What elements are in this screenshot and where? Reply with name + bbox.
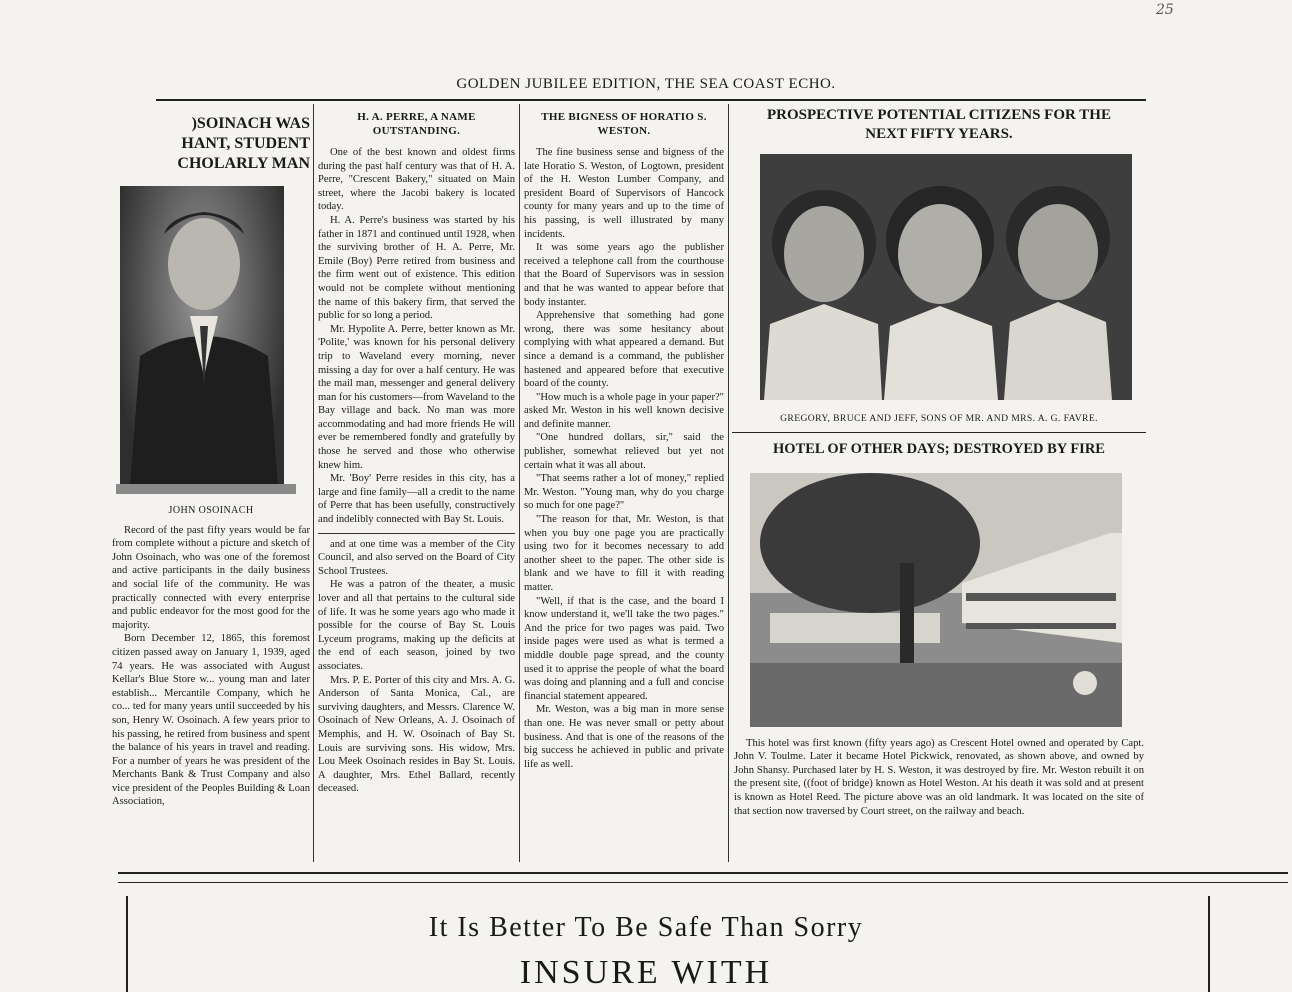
column-perre [318, 110, 515, 860]
ad-slogan: It Is Better To Be Safe Than Sorry [428, 912, 864, 943]
ad-insure-line: INSURE WITH [519, 954, 773, 991]
perre-headline: H. A. PERRE, A NAME OUTSTANDING. [357, 111, 476, 137]
masthead: GOLDEN JUBILEE EDITION, THE SEA COAST ECHO. [456, 76, 836, 92]
continued-paragraph: He was a patron of the theater, a music lover and all that pertains to the cultural side of life. It was he some years ago who made it possible for the course of Bay St. Louis Lyceum programs, making up the deficits at the end of each season, joined by two associates. [318, 579, 515, 672]
article-paragraph: Born December 12, 1865, this foremost citizen passed away on January 1, 1939, aged 74 years. He was associated with August Kellar's Blue Store w... young man and later establish... Mercantile Company, which he co... ted for many years until succeeded by his son, Henry W. Osoinach. A few years prior to his passing, he retired from business and spent the balance of his years in travel and reading. For a number of years he was president of the Merchants Bank & Trust Company and also vice president of the Peoples Building & Loan Association, [112, 633, 310, 808]
article-paragraph: "One hundred dollars, sir," said the publisher, somewhat relieved but yet not certain what it was all about. [524, 432, 724, 471]
page-number: 25 [1156, 2, 1174, 18]
article-paragraph: "The reason for that, Mr. Weston, is that when you buy one page you are practically using two for it becomes necessary to add another sheet to the paper. The other side is blank and we have to fill it with reading matter. [524, 514, 724, 593]
continued-paragraph: Mrs. P. E. Porter of this city and Mrs. A. G. Anderson of Santa Monica, Cal., are surviving daughters, and Messrs. Clarence W. Osoinach of New Orleans, A. J. Osoinach of Memphis, and H. W. Osoinach of Bay St. Louis are surviving sons. His widow, Mrs. Lou Meek Osoinach resides in Bay St. Louis. A daughter, Mrs. Ethel Ballard, recently deceased. [318, 674, 515, 795]
john-osoinach-portrait [120, 186, 284, 486]
bottom-rule [118, 872, 1288, 874]
hotel-photo [750, 473, 1122, 727]
citizens-headline: PROSPECTIVE POTENTIAL CITIZENS FOR THE NEXT FIFTY YEARS. [767, 107, 1111, 142]
bottom-rule [118, 882, 1288, 883]
column-photos [734, 104, 1144, 860]
portrait-figure [120, 186, 284, 486]
article-paragraph: "Well, if that is the case, and the board I know understand it, we'll take the two pages." And the price for two pages was paid. Two inside pages were used as what is termed a middle double page spread, and the county used it to apprise the people of what the board was doing and planning and a full and concise financial statement appeared. [524, 595, 724, 702]
three-boys-figure [760, 154, 1132, 400]
headline-line: HANT, STUDENT [181, 135, 310, 152]
article-paragraph: "That seems rather a lot of money," replied Mr. Weston. "Young man, why do you charge so much for one page?" [524, 473, 724, 512]
article-paragraph: Record of the past fifty years would be far from complete without a picture and sketch of John Osoinach, who was one of the foremost and active participants in the daily business and social life of the community. He was practically connected with every enterprise and public endeavor for the most good for the majority. [112, 524, 310, 631]
article-paragraph: Mr. 'Boy' Perre resides in this city, has a large and fine family—all a credit to the name of Perre that has been usefully, constructively and indelibly connected with Bay St. Louis. [318, 473, 515, 526]
headline-line: CHOLARLY MAN [177, 155, 310, 172]
article-paragraph: Mr. Weston, was a big man in more sense than one. He was never small or petty about business. And that is one of the reasons of the big success he achieved in public and private life as well. [524, 704, 724, 770]
column-divider [313, 104, 314, 862]
continued-paragraph: and at one time was a member of the City Council, and also served on the Board of City School Trustees. [318, 538, 515, 577]
article-paragraph: Mr. Hypolite A. Perre, better known as Mr. 'Polite,' was known for his personal delivery trip to Waveland every morning, never missing a day for over a half century. He was the mail man, messenger and general delivery man for his customers—from Waveland to the Bay village and back. No man was more accommodating and had more friends He will ever be remembered fondly and gratefully by those he served and those who otherwise knew him. [318, 323, 515, 471]
article-paragraph: H. A. Perre's business was started by his father in 1871 and continued until 1928, when the surviving brother of H. A. Perre, Mr. Emile (Boy) Perre retired from business and the firm went out of existence. This edition would not be complete without mentioning the name of this bakery firm, that served the public for so long a period. [318, 214, 515, 322]
jump-rule [318, 533, 515, 534]
article-paragraph: The fine business sense and bigness of the late Horatio S. Weston, of Logtown, president of the H. Weston Lumber Company, and president Board of Supervisors of Hancock county for many years and up to the time of his passing, is well illustrated by many incidents. [524, 147, 724, 240]
osoinach-caption: JOHN OSOINACH [168, 505, 254, 516]
hotel-building-figure [750, 473, 1122, 727]
article-paragraph: Apprehensive that something had gone wrong, there was some hesitancy about complying with what appeared a demand. But since a demand is a command, the publisher hastened and appeared before that executive board of the county. [524, 310, 724, 390]
hotel-headline: HOTEL OF OTHER DAYS; DESTROYED BY FIRE [773, 440, 1105, 457]
favre-boys-photo [760, 154, 1132, 400]
masthead-rule [156, 99, 1146, 101]
article-paragraph: One of the best known and oldest firms during the past half century was that of H. A. Perre, "Crescent Bakery," situated on Main street, where the Jacobi bakery is located today. [318, 147, 515, 213]
article-paragraph: "How much is a whole page in your paper?" asked Mr. Weston in his well known decisive and definite manner. [524, 391, 724, 430]
weston-headline: THE BIGNESS OF HORATIO S. WESTON. [541, 111, 707, 137]
column-weston [524, 110, 724, 860]
column-divider [519, 104, 520, 862]
favre-caption: GREGORY, BRUCE AND JEFF, SONS OF MR. AND MRS. A. G. FAVRE. [780, 413, 1098, 424]
column-divider [728, 104, 729, 862]
column-osoinach [112, 110, 310, 868]
caption-bar [116, 484, 296, 494]
hotel-description: This hotel was first known (fifty years ago) as Crescent Hotel owned and operated by Capt. John V. Toulme. Later it became Hotel Pickwick, renovated, as shown above, and owned by John Shansy. Purchased later by H. S. Weston, it was destroyed by fire. Mr. Weston rebuilt it on the present site, ((foot of bridge) known as Hotel Weston. At his death it was sold and at present is known as Hotel Reed. The picture above was an old landmark. It was located on the site of that section now traversed by Court street, on the railway and beach. [734, 737, 1144, 817]
osoinach-headline [112, 114, 310, 174]
article-paragraph: It was some years ago the publisher received a telephone call from the courthouse that the Board of Supervisors was in session and that he was wanted to appear before that body instanter. [524, 242, 724, 308]
headline-line: )SOINACH WAS [191, 115, 310, 132]
